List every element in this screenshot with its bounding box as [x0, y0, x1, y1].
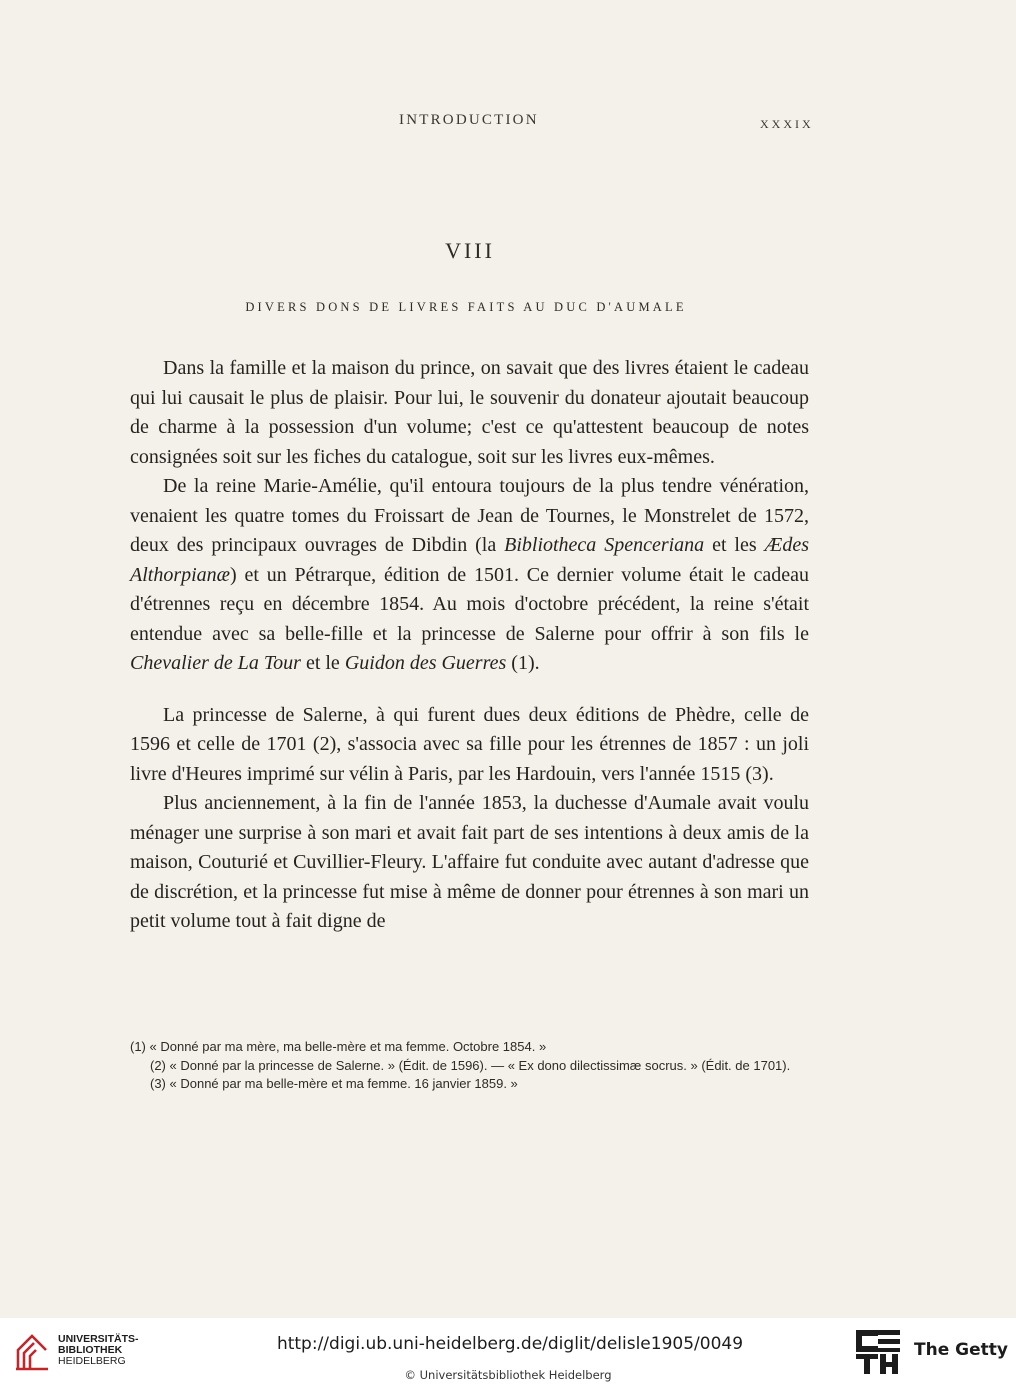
running-title: INTRODUCTION — [399, 112, 539, 128]
paragraph-2 — [130, 472, 809, 679]
paragraph-3: La princesse de Salerne, à qui furent dues deux éditions de Phèdre, celle de 1596 et celle de 1701 (2), s'associa avec sa fille pour les étrennes de 1857 : un joli livre d'Heures imprimé sur vélin à Paris, par les Hardouin, vers l'année 1515 (3). — [130, 703, 809, 785]
footnotes — [130, 1038, 809, 1094]
chapter-title: DIVERS DONS DE LIVRES FAITS AU DUC D'AUMALE — [245, 300, 687, 314]
copyright-notice: © Universitätsbibliothek Heidelberg — [404, 1368, 612, 1382]
page-number: XXXIX — [760, 117, 814, 131]
italic-title-chevalier: Chevalier de La Tour — [130, 652, 301, 674]
italic-title-bibliotheca: Bibliotheca Spenceriana — [504, 534, 705, 556]
paragraph-4: Plus anciennement, à la fin de l'année 1853, la duchesse d'Aumale avait voulu ménager une surprise à son mari et avait fait part de ses intentions à deux amis de la maison, Couturié et Cuvillier-Fleury. L'affaire fut conduite avec autant d'adresse que de discrétion, et la princesse fut mise à même de donner pour étrennes à son mari un petit volume tout à fait digne de — [130, 792, 809, 932]
running-head — [0, 112, 1016, 136]
paragraph-2-text-c: ) et un Pétrarque, édition de 1501. Ce dernier volume était le cadeau d'étrennes reçu en décembre 1854. Au mois d'octobre précédent, la reine s'était entendue avec sa belle-fille et la princesse de Salerne pour offrir à son fils le — [130, 563, 809, 645]
paragraph-2-text-a: De la reine Marie-Amélie, qu'il entoura toujours de la plus tendre vénération, venaient les quatre tomes du Froissart de Jean de Tournes, le Monstrelet de 1572, deux des principaux ouvrages de Dibdin (la — [130, 475, 809, 556]
italic-title-aedes: Ædes Althorpianæ — [130, 534, 809, 586]
italic-title-guidon: Guidon des Guerres — [344, 652, 507, 674]
body-text — [130, 354, 809, 937]
partner-name: The Getty — [914, 1340, 1008, 1360]
paragraph-2-text-b: et les — [704, 534, 765, 556]
paragraph-1: Dans la famille et la maison du prince, on savait que des livres étaient le cadeau qui lui causait le plus de plaisir. Pour lui, le souvenir du donateur ajoutait beaucoup de charme à la possession d'un volume; c'est ce qu'attestent beaucoup de notes consignées soit sur les fiches du catalogue, soit sur les livres eux-mêmes. — [130, 357, 809, 468]
footnote-2: (2) « Donné par la princesse de Salerne. » (Édit. de 1596). — « Ex dono dilectissimæ socrus. » (Édit. de 1701). — [150, 1057, 791, 1073]
paragraph-2-text-d: et le — [300, 652, 345, 674]
footnote-3: (3) « Donné par ma belle-mère et ma femme. 16 janvier 1859. » — [150, 1076, 518, 1091]
paragraph-2-text-e: (1). — [506, 652, 540, 674]
footnote-1: (1) « Donné par ma mère, ma belle-mère et ma femme. Octobre 1854. » — [130, 1039, 547, 1054]
institution-line-2: BIBLIOTHEK — [58, 1344, 123, 1356]
permalink-link[interactable]: http://digi.ub.uni-heidelberg.de/diglit/delisle1905/0049 — [276, 1334, 744, 1354]
getty-logo-icon[interactable] — [856, 1330, 900, 1376]
viewer-footer — [0, 1318, 1016, 1391]
institution-line-3: HEIDELBERG — [58, 1355, 126, 1367]
institution-line-1: UNIVERSITÄTS- — [58, 1333, 139, 1345]
chapter-number: VIII — [445, 238, 495, 263]
